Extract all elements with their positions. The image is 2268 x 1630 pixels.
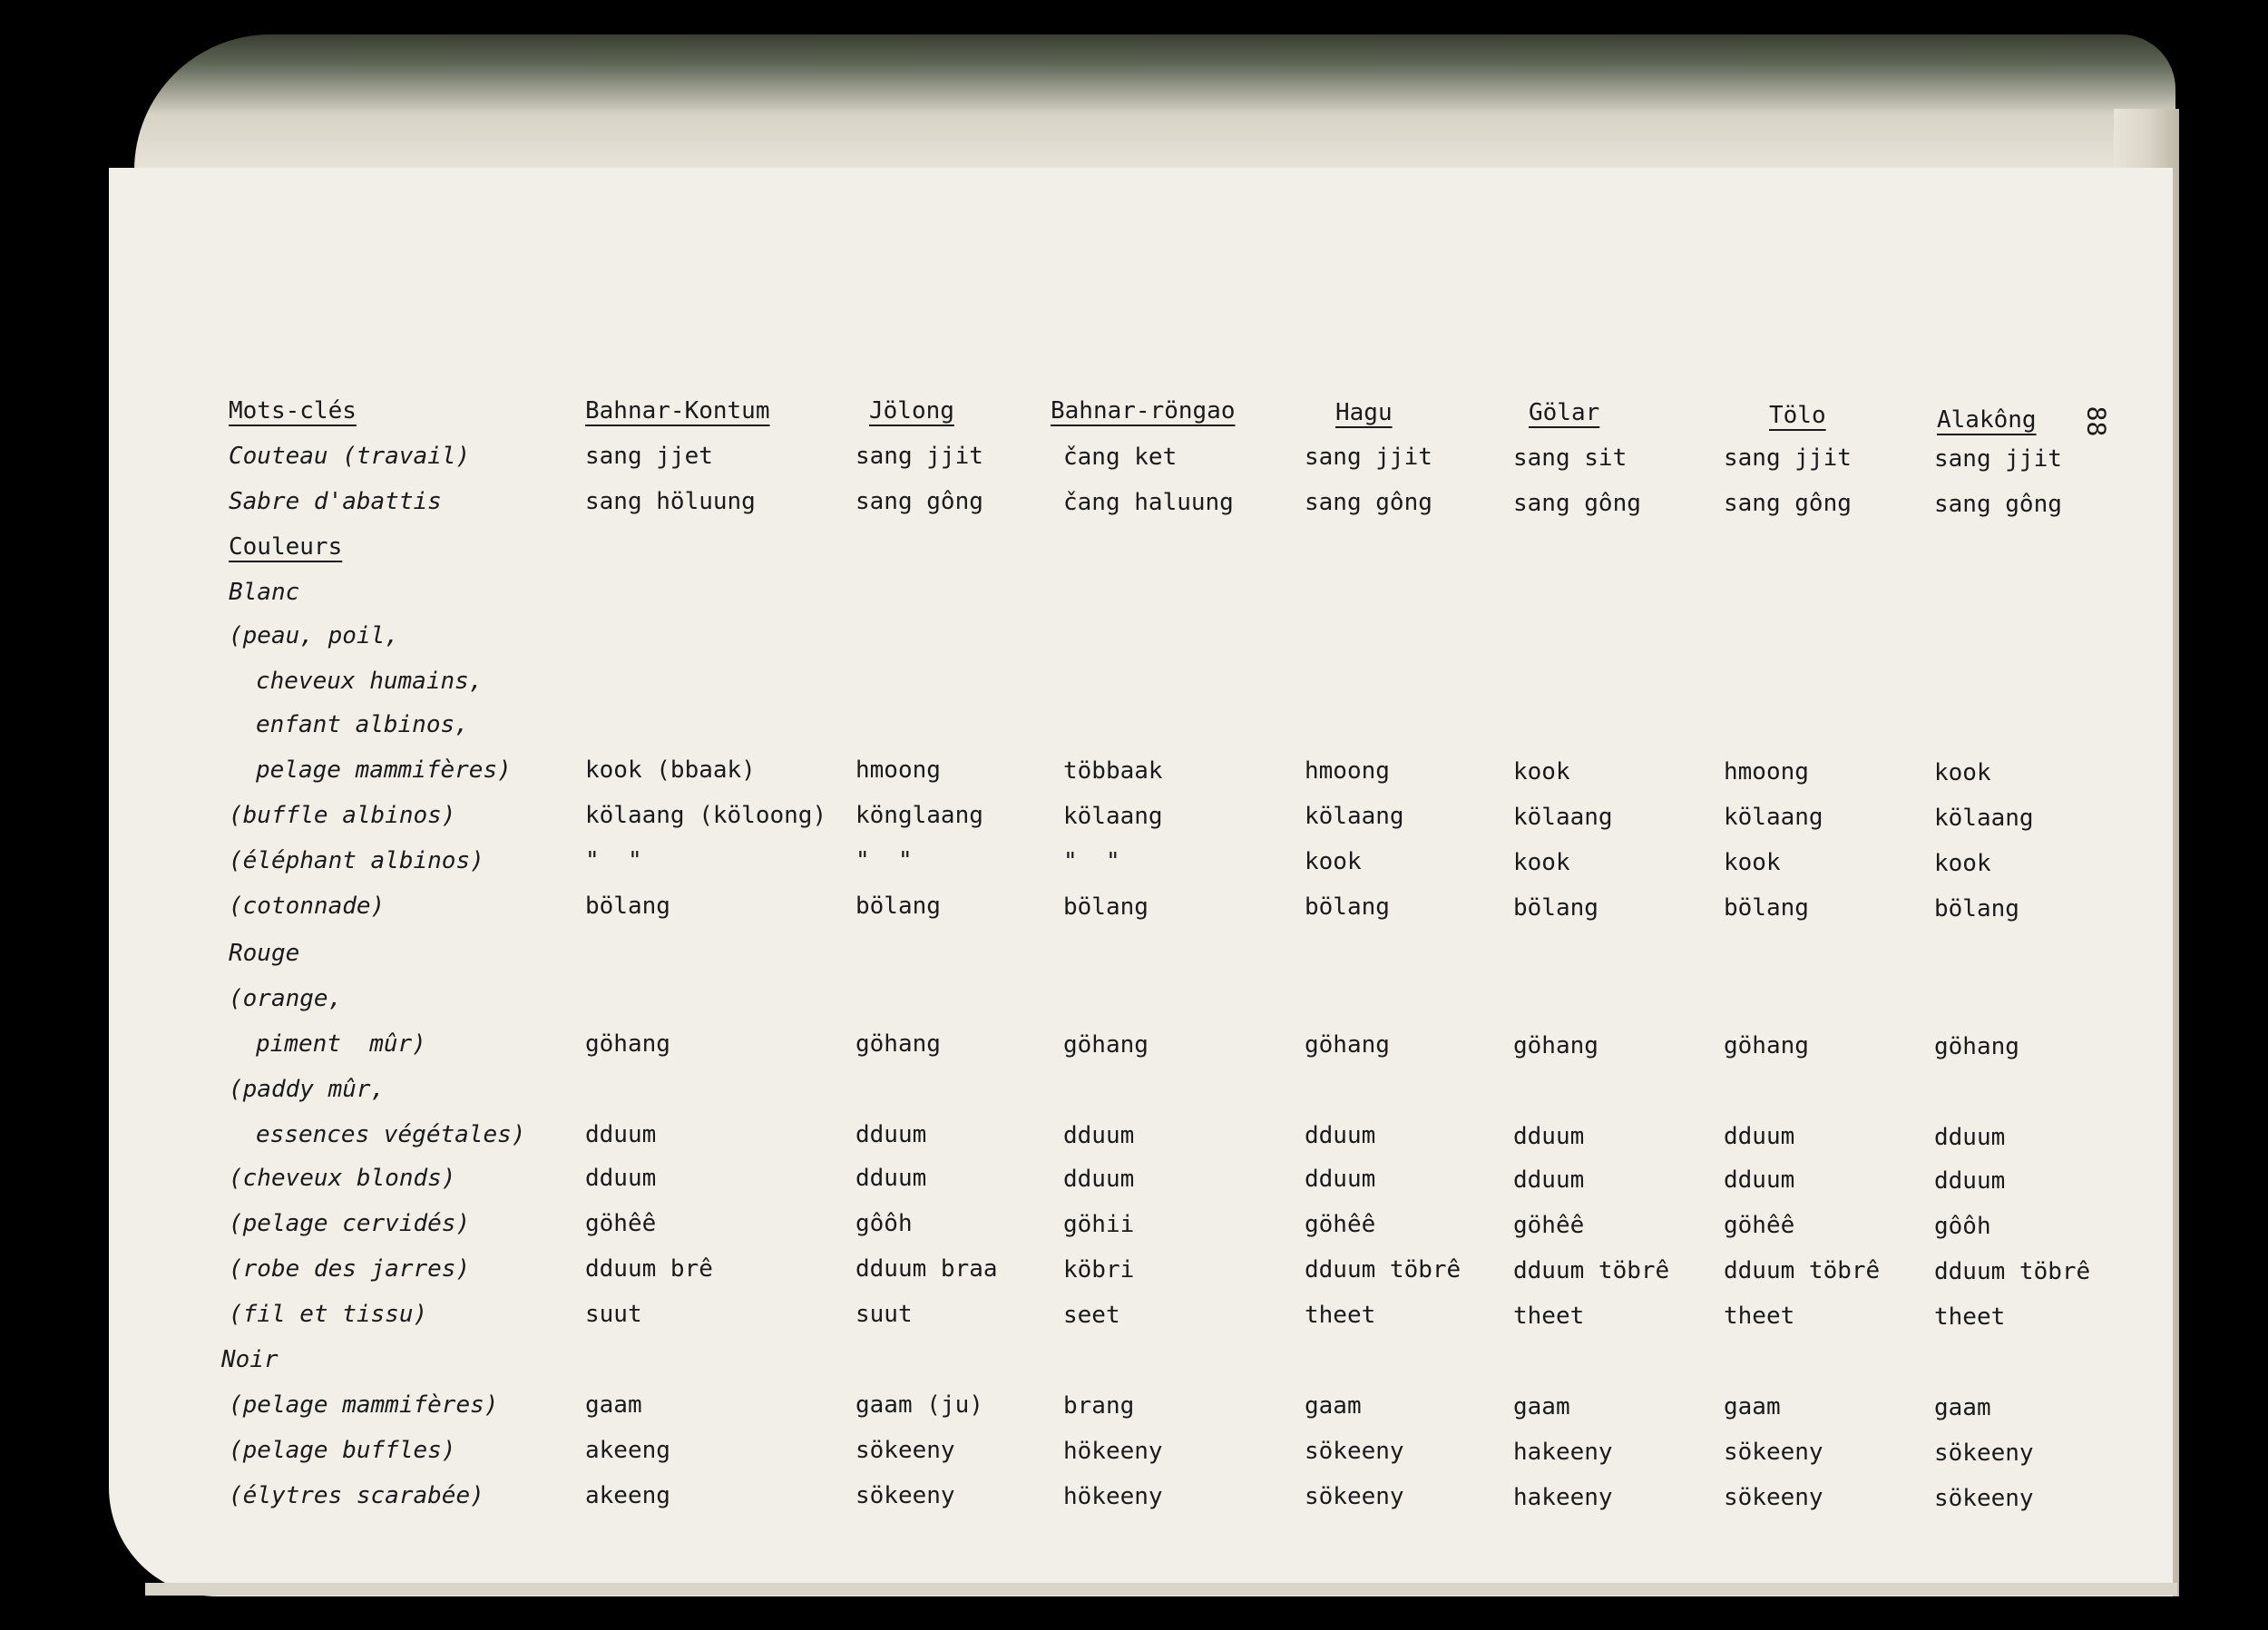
row-keyword: Couteau (travail) bbox=[229, 443, 471, 470]
book-page bbox=[109, 168, 2173, 1596]
header-language: Bahnar-Kontum bbox=[585, 397, 770, 425]
table-cell: kook bbox=[1513, 758, 1570, 786]
table-cell: akeeng bbox=[585, 1482, 670, 1509]
table-cell: dduum bbox=[1934, 1167, 2006, 1195]
table-cell: akeeng bbox=[585, 1437, 670, 1464]
table-cell: sang jjet bbox=[585, 443, 713, 470]
row-keyword: (cotonnade) bbox=[229, 893, 386, 920]
table-cell: seet bbox=[1063, 1302, 1120, 1329]
table-cell: theet bbox=[1724, 1303, 1795, 1330]
table-cell: sökeeny bbox=[855, 1437, 955, 1464]
row-keyword: (fil et tissu) bbox=[229, 1301, 428, 1328]
table-cell: kook (bbaak) bbox=[585, 756, 756, 784]
table-cell: kölaang bbox=[1934, 805, 2034, 832]
table-cell: göhang bbox=[855, 1030, 941, 1058]
table-cell: kölaang bbox=[1513, 804, 1613, 831]
page-stack-edge bbox=[134, 34, 2175, 180]
table-cell: gaam bbox=[1513, 1393, 1570, 1420]
table-cell: sökeeny bbox=[1305, 1483, 1404, 1510]
header-language: Bahnar-röngao bbox=[1051, 397, 1236, 425]
table-cell: hmoong bbox=[1305, 757, 1390, 785]
table-cell: dduum bbox=[855, 1121, 927, 1148]
table-cell: kölaang bbox=[1724, 804, 1823, 831]
table-cell: " " bbox=[1063, 848, 1120, 875]
table-cell: " " bbox=[855, 847, 913, 874]
table-cell: suut bbox=[855, 1301, 913, 1328]
table-cell: sökeeny bbox=[1934, 1485, 2034, 1512]
table-cell: sökeeny bbox=[855, 1482, 955, 1509]
table-cell: bölang bbox=[1724, 894, 1809, 922]
table-cell: dduum bbox=[1724, 1166, 1795, 1194]
row-keyword: (pelage buffles) bbox=[229, 1437, 456, 1464]
table-cell: kölaang bbox=[1305, 803, 1404, 830]
row-keyword: essences végétales) bbox=[256, 1121, 526, 1148]
table-cell: dduum bbox=[1513, 1123, 1585, 1150]
row-keyword: (éléphant albinos) bbox=[229, 847, 484, 874]
table-cell: kook bbox=[1724, 849, 1781, 876]
table-cell: theet bbox=[1934, 1303, 2006, 1331]
header-language: Hagu bbox=[1335, 399, 1393, 426]
table-cell: hmoong bbox=[1724, 758, 1809, 786]
table-cell: brang bbox=[1063, 1392, 1135, 1420]
table-cell: hakeeny bbox=[1513, 1439, 1613, 1466]
table-cell: gaam (ju) bbox=[855, 1391, 983, 1419]
header-keywords: Mots-clés bbox=[229, 397, 357, 425]
table-cell: hökeeny bbox=[1063, 1483, 1163, 1510]
row-keyword: (cheveux blonds) bbox=[229, 1165, 456, 1192]
table-cell: čang haluung bbox=[1063, 489, 1234, 516]
table-cell: gaam bbox=[1305, 1392, 1362, 1420]
row-keyword: (pelage cervidés) bbox=[229, 1210, 471, 1237]
table-cell: sang jjit bbox=[855, 443, 983, 470]
table-cell: bölang bbox=[1305, 893, 1390, 921]
header-language: Jölong bbox=[869, 397, 954, 425]
row-keyword: (orange, bbox=[229, 985, 343, 1012]
table-cell: dduum töbrê bbox=[1305, 1256, 1461, 1284]
table-cell: kook bbox=[1934, 759, 1991, 786]
table-cell: theet bbox=[1513, 1303, 1585, 1330]
table-cell: sökeeny bbox=[1724, 1439, 1823, 1466]
row-keyword: Couleurs bbox=[229, 533, 343, 561]
row-keyword: (robe des jarres) bbox=[229, 1255, 471, 1283]
table-cell: többaak bbox=[1063, 757, 1163, 785]
table-cell: kook bbox=[1934, 850, 1991, 877]
table-cell: göhang bbox=[1934, 1033, 2019, 1060]
table-cell: göhang bbox=[1305, 1031, 1390, 1059]
table-cell: hakeeny bbox=[1513, 1484, 1613, 1511]
table-cell: bölang bbox=[1934, 895, 2019, 922]
table-cell: bölang bbox=[585, 893, 670, 920]
page-bottom-rim bbox=[145, 1583, 2177, 1596]
row-keyword: (pelage mammifères) bbox=[229, 1391, 499, 1419]
table-cell: bölang bbox=[1513, 894, 1598, 922]
table-cell: hökeeny bbox=[1063, 1438, 1163, 1465]
table-cell: dduum bbox=[1305, 1166, 1376, 1193]
table-cell: dduum bbox=[585, 1165, 657, 1192]
table-cell: sang sit bbox=[1513, 444, 1628, 472]
row-keyword: (élytres scarabée) bbox=[229, 1482, 484, 1509]
table-cell: sang gông bbox=[855, 488, 983, 515]
row-keyword: pelage mammifères) bbox=[256, 756, 512, 784]
table-cell: kook bbox=[1513, 849, 1570, 876]
table-cell: hmoong bbox=[855, 756, 941, 784]
table-cell: gaam bbox=[1934, 1394, 1991, 1421]
table-cell: dduum brê bbox=[585, 1255, 713, 1283]
row-keyword: Sabre d'abattis bbox=[229, 488, 442, 515]
table-cell: köbri bbox=[1063, 1256, 1135, 1284]
table-cell: göhêê bbox=[585, 1210, 657, 1237]
table-cell: göhang bbox=[1063, 1031, 1149, 1059]
table-cell: sökeeny bbox=[1724, 1484, 1823, 1511]
table-cell: gôôh bbox=[855, 1210, 913, 1237]
table-cell: theet bbox=[1305, 1302, 1376, 1329]
table-cell: sang gông bbox=[1305, 489, 1432, 516]
table-cell: göhang bbox=[1724, 1032, 1809, 1059]
table-cell: suut bbox=[585, 1301, 642, 1328]
row-keyword: enfant albinos, bbox=[256, 711, 469, 738]
table-cell: bölang bbox=[855, 893, 941, 920]
table-cell: gôôh bbox=[1934, 1213, 1991, 1240]
table-cell: bölang bbox=[1063, 893, 1149, 921]
row-keyword: Noir bbox=[221, 1346, 279, 1373]
table-cell: göhêê bbox=[1305, 1211, 1376, 1238]
row-keyword: (paddy mûr, bbox=[229, 1076, 386, 1103]
row-keyword: cheveux humains, bbox=[256, 668, 484, 695]
table-cell: dduum töbrê bbox=[1724, 1257, 1881, 1284]
header-language: Alakông bbox=[1937, 406, 2037, 434]
table-cell: göhêê bbox=[1513, 1212, 1585, 1239]
table-cell: dduum töbrê bbox=[1513, 1257, 1670, 1284]
row-keyword: (peau, poil, bbox=[229, 622, 399, 649]
header-language: Tölo bbox=[1769, 402, 1826, 429]
table-cell: sang gông bbox=[1724, 490, 1852, 517]
table-cell: gaam bbox=[585, 1391, 642, 1419]
table-cell: kölaang bbox=[1063, 803, 1163, 830]
table-cell: sang jjit bbox=[1934, 445, 2062, 473]
row-keyword: (buffle albinos) bbox=[229, 802, 456, 829]
page-number: 88 bbox=[2081, 405, 2112, 437]
row-keyword: Blanc bbox=[229, 579, 300, 606]
table-cell: göhang bbox=[585, 1030, 670, 1058]
table-cell: dduum bbox=[1063, 1166, 1135, 1193]
table-cell: gaam bbox=[1724, 1393, 1781, 1420]
table-cell: göhii bbox=[1063, 1211, 1135, 1238]
table-cell: kook bbox=[1305, 848, 1362, 875]
row-keyword: Rouge bbox=[229, 940, 300, 967]
table-cell: čang ket bbox=[1063, 444, 1178, 471]
header-language: Gölar bbox=[1529, 399, 1600, 426]
table-cell: kölaang (köloong) bbox=[585, 802, 827, 829]
table-cell: dduum bbox=[1724, 1123, 1795, 1150]
table-cell: dduum braa bbox=[855, 1255, 998, 1283]
table-cell: sang gông bbox=[1934, 491, 2062, 518]
table-cell: könglaang bbox=[855, 802, 983, 829]
table-cell: dduum bbox=[1305, 1122, 1376, 1149]
table-cell: sökeeny bbox=[1305, 1438, 1404, 1465]
table-cell: " " bbox=[585, 847, 642, 874]
table-cell: sang höluung bbox=[585, 488, 756, 515]
table-cell: sang gông bbox=[1513, 490, 1641, 517]
table-cell: sang jjit bbox=[1305, 444, 1432, 471]
table-cell: dduum bbox=[1063, 1122, 1135, 1149]
table-cell: sang jjit bbox=[1724, 444, 1852, 472]
table-cell: göhang bbox=[1513, 1032, 1598, 1059]
table-cell: dduum bbox=[855, 1165, 927, 1192]
table-cell: göhêê bbox=[1724, 1212, 1795, 1239]
table-cell: dduum bbox=[1513, 1166, 1585, 1194]
table-cell: dduum bbox=[585, 1121, 657, 1148]
table-cell: dduum töbrê bbox=[1934, 1258, 2091, 1285]
row-keyword: piment mûr) bbox=[256, 1030, 426, 1058]
table-cell: sökeeny bbox=[1934, 1440, 2034, 1467]
table-cell: dduum bbox=[1934, 1124, 2006, 1151]
